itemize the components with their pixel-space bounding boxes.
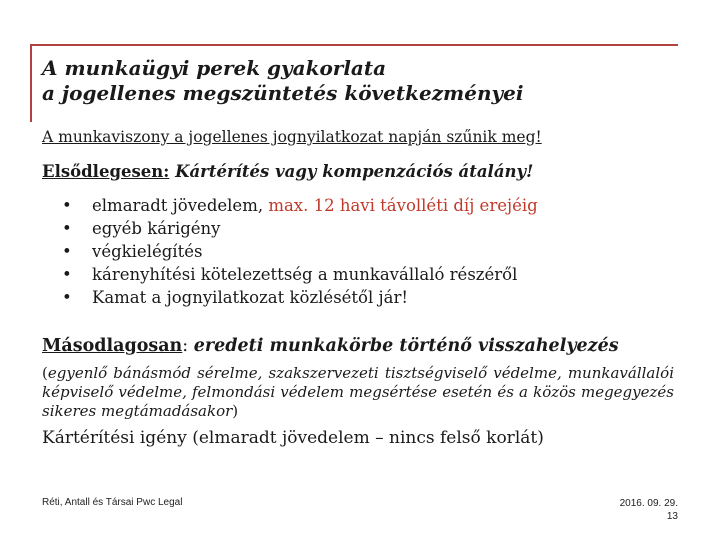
- list-item-highlight: max. 12 havi távolléti díj erejéig: [268, 196, 538, 215]
- reinstatement-conditions: [42, 364, 674, 421]
- secondary-colon: :: [182, 336, 194, 356]
- secondary-label: Másodlagosan: [42, 336, 183, 356]
- footer-meta: [620, 497, 678, 523]
- title-frame-horizontal: [30, 44, 678, 46]
- paren-close: ): [232, 402, 239, 420]
- damages-claim: Kártérítési igény (elmaradt jövedelem – nincs felső korlát): [42, 428, 544, 448]
- bullet-icon: •: [62, 288, 72, 307]
- bullet-icon: •: [62, 196, 72, 215]
- footer-company: Réti, Antall és Társai Pwc Legal: [42, 497, 183, 508]
- secondary-text: eredeti munkakörbe történő visszahelyezés: [193, 336, 619, 356]
- primary-text: Kártérítés vagy kompenzációs átalány!: [175, 162, 534, 181]
- list-item: [62, 194, 538, 217]
- list-item-text: végkielégítés: [92, 242, 203, 261]
- primary-heading: [42, 162, 533, 181]
- list-item-text: kárenyhítési kötelezettség a munkavállaló részéről: [92, 265, 518, 284]
- slide-title-line-1: A munkaügyi perek gyakorlata: [42, 56, 387, 80]
- primary-label: Elsődlegesen:: [42, 162, 170, 181]
- page-number: 13: [666, 511, 678, 522]
- paren-open: (: [42, 364, 48, 382]
- list-item: [62, 263, 538, 286]
- slide-title-line-2: a jogellenes megszüntetés következményei: [42, 81, 524, 105]
- slide-title: [42, 56, 682, 106]
- list-item-text: Kamat a jognyilatkozat közlésétől jár!: [92, 288, 408, 307]
- list-item-text: elmaradt jövedelem,: [92, 196, 269, 215]
- secondary-heading: [42, 336, 619, 356]
- conditions-text: egyenlő bánásmód sérelme, szakszervezeti tisztségviselő védelme, munkavállalói képviselő védelme, felmondási védelem megsértése esetén és a közös megegyezés sikeres megtámadásakor: [42, 364, 674, 420]
- consequence-list: [62, 194, 538, 309]
- bullet-icon: •: [62, 219, 72, 238]
- list-item: [62, 240, 538, 263]
- list-item: [62, 286, 538, 309]
- slide-subtitle: A munkaviszony a jogellenes jognyilatkozat napján szűnik meg!: [42, 128, 542, 146]
- list-item-text: egyéb kárigény: [92, 219, 221, 238]
- list-item: [62, 217, 538, 240]
- title-frame-vertical: [30, 44, 32, 122]
- footer-date: 2016. 09. 29.: [619, 498, 678, 509]
- bullet-icon: •: [62, 265, 72, 284]
- bullet-icon: •: [62, 242, 72, 261]
